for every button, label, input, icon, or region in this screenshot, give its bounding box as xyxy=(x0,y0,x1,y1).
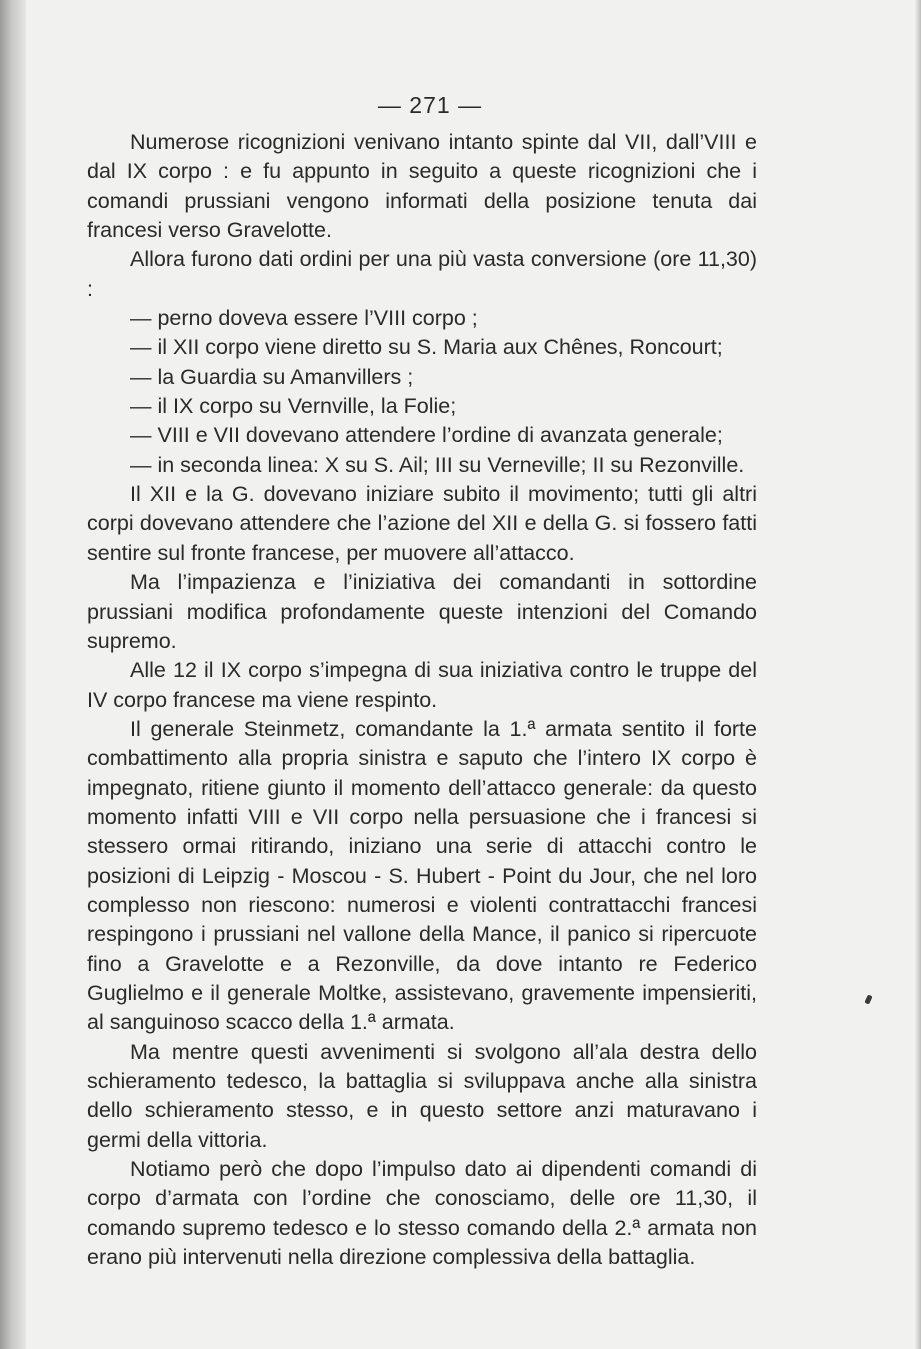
page-number: — 271 — xyxy=(377,92,483,118)
paragraph-2: Allora furono dati ordini per una più vasta conversione (ore 11,30) : xyxy=(87,247,757,301)
order-item-6: — in seconda linea: X su S. Ail; III su Verneville; II su Rezonville. xyxy=(130,452,745,477)
paragraph-8: Notiamo però che dopo l’impulso dato ai dipendenti comandi di corpo d’armata con l’ordine che conosciamo, delle ore 11,30, il comando supremo tedesco e lo stesso comando della 2.ª armata non erano più intervenuti nella direzione complessiva della battaglia. xyxy=(87,1157,757,1270)
paragraph-6: Il generale Steinmetz, comandante la 1.ª armata sentito il forte combattimento alla propria sinistra e saputo che l’intero IX corpo è impegnato, ritiene giunto il momento dell’attacco generale: da questo momento infatti VIII e VII corpo nella persuasione che i francesi si stessero ormai ritirando, iniziano una serie di attacchi contro le posizioni di Leipzig - Moscou - S. Hubert - Point du Jour, che nel loro complesso non riescono: numerosi e violenti contrattacchi francesi respingono i prussiani nel vallone della Mance, il panico si ripercuote fino a Gravelotte e a Rezonville, da dove intanto re Federico Guglielmo e il generale Moltke, assistevano, gravemente impensieriti, al sanguinoso scacco della 1.ª armata. xyxy=(87,716,757,1035)
paragraph-7: Ma mentre questi avvenimenti si svolgono all’ala destra dello schieramento tedesco, la battaglia si sviluppava anche alla sinistra dello schieramento stesso, e in questo settore anzi maturavano i germi della vittoria. xyxy=(87,1039,757,1152)
order-item-5: — VIII e VII dovevano attendere l’ordine di avanzata generale; xyxy=(130,423,723,448)
order-item-1: — perno doveva essere l’VIII corpo ; xyxy=(130,306,478,331)
scan-edge-shadow xyxy=(0,0,26,1349)
ink-speck xyxy=(864,994,872,1004)
body-text xyxy=(87,128,757,1272)
order-item-4: — il IX corpo su Vernville, la Folie; xyxy=(130,394,457,419)
scan-edge-right xyxy=(915,0,921,1349)
order-item-2: — il XII corpo viene diretto su S. Maria aux Chênes, Roncourt; xyxy=(130,335,723,360)
paragraph-4: Ma l’impazienza e l’iniziativa dei comandanti in sottordine prussiani modifica profondamente queste intenzioni del Comando supremo. xyxy=(87,570,757,653)
paragraph-5: Alle 12 il IX corpo s’impegna di sua iniziativa contro le truppe del IV corpo francese ma viene respinto. xyxy=(87,658,757,712)
paragraph-1: Numerose ricognizioni venivano intanto spinte dal VII, dall’VIII e dal IX corpo : e fu appunto in seguito a queste ricognizioni che i comandi prussiani vengono informati della posizione tenuta dai francesi verso Gravelotte. xyxy=(87,130,757,243)
order-item-3: — la Guardia su Amanvillers ; xyxy=(130,364,414,389)
paragraph-3: Il XII e la G. dovevano iniziare subito il movimento; tutti gli altri corpi dovevano attendere che l’azione del XII e della G. si fossero fatti sentire sul fronte francese, per muovere all’attacco. xyxy=(87,482,757,565)
